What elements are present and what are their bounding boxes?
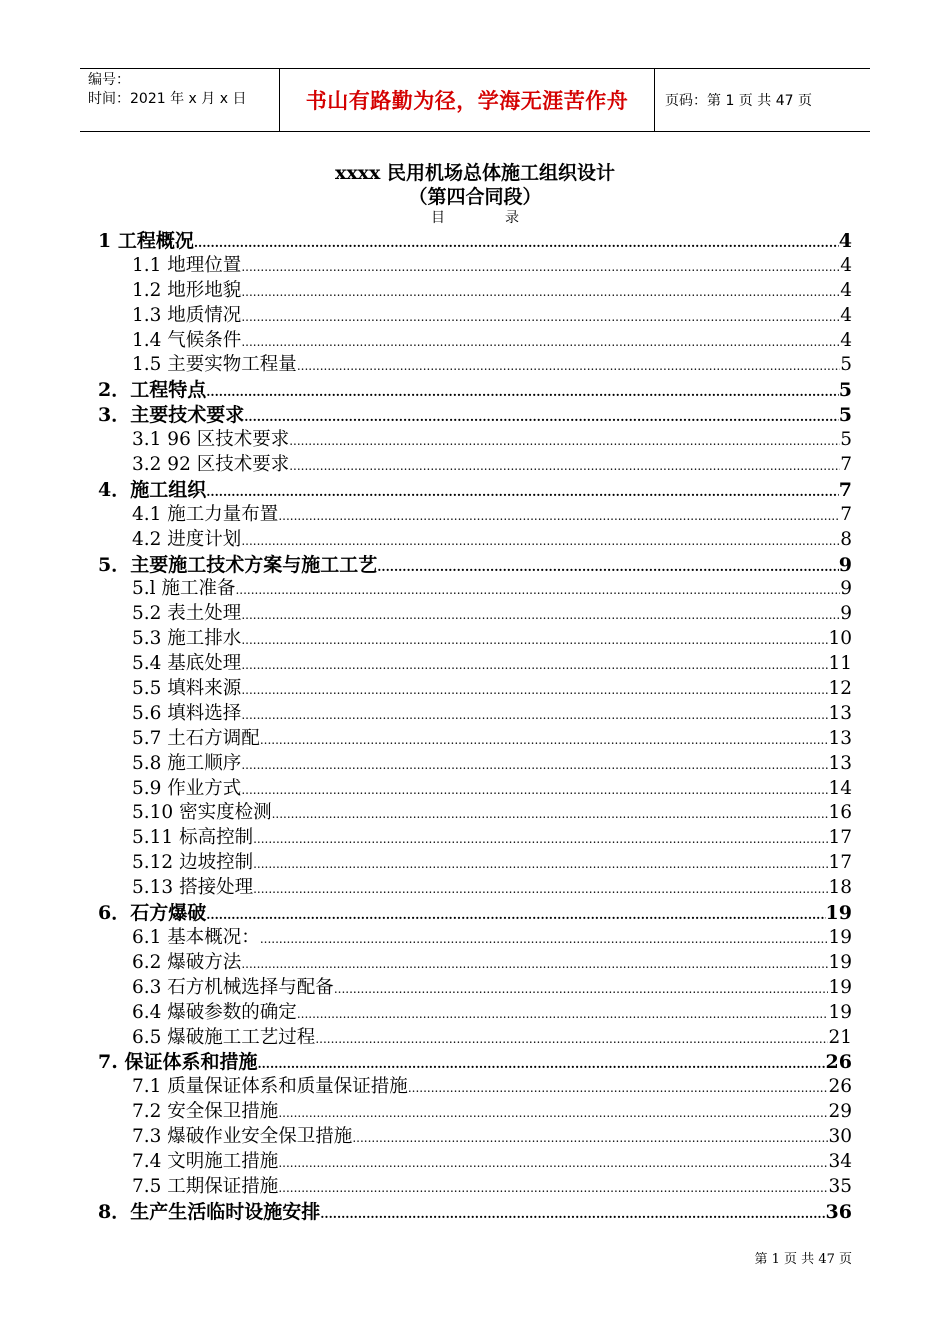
toc-entry-page: 17 [828, 827, 852, 849]
toc-entry-label: 7.4 文明施工措施 [132, 1150, 279, 1172]
toc-entry-label: 1.1 地理位置 [132, 254, 242, 276]
toc-entry-page: 19 [828, 951, 852, 973]
toc-entry-page: 4 [840, 254, 852, 276]
toc-entry[interactable] [98, 553, 852, 578]
toc-entry-page: 13 [828, 727, 852, 749]
toc-entry[interactable] [98, 378, 852, 403]
toc-entry[interactable] [98, 503, 852, 528]
toc-entry-page: 21 [828, 1026, 852, 1048]
toc-leader-dots [241, 330, 840, 354]
toc-leader-dots [241, 529, 840, 553]
document-title: xxxx 民用机场总体施工组织设计 [335, 162, 615, 184]
toc-leader-dots [241, 280, 840, 304]
toc-entry-label: 5.11 标高控制 [132, 827, 254, 849]
toc-entry-label: 5.13 搭接处理 [132, 877, 254, 899]
toc-entry[interactable] [98, 826, 852, 851]
toc-leader-dots [260, 927, 829, 951]
toc-leader-dots [235, 578, 840, 602]
toc-entry-label: 5.6 填料选择 [132, 702, 242, 724]
toc-entry-label: 4.2 进度计划 [132, 528, 242, 550]
toc-entry-page: 19 [828, 926, 852, 948]
toc-entry-label: 4.1 施工力量布置 [132, 503, 279, 525]
toc-leader-dots [297, 1002, 829, 1026]
toc-entry-page: 30 [828, 1126, 852, 1148]
toc-entry-label: 6.4 爆破参数的确定 [132, 1001, 297, 1023]
toc-leader-dots [241, 603, 840, 627]
toc-entry-label: 5.4 基底处理 [132, 653, 242, 675]
toc-entry-page: 7 [840, 503, 852, 525]
toc-leader-dots [352, 1126, 828, 1150]
toc-entry-page: 4 [840, 329, 852, 351]
toc-entry[interactable] [98, 777, 852, 802]
toc-leader-dots [377, 555, 839, 578]
toc-entry-label: 5.7 土石方调配 [132, 727, 260, 749]
toc-entry-page: 8 [840, 528, 852, 550]
toc-entry-label: 5.12 边坡控制 [132, 852, 254, 874]
toc-entry-page: 26 [828, 1076, 852, 1098]
toc-entry-page: 4 [838, 230, 852, 252]
toc-entry-page: 13 [828, 752, 852, 774]
toc-entry-label: 6.1 基本概况： [132, 926, 260, 948]
toc-entry[interactable] [98, 976, 852, 1001]
toc-leader-dots [241, 305, 840, 329]
toc-heading: 目录 [431, 210, 579, 226]
toc-entry-page: 5 [838, 379, 852, 402]
toc-entry[interactable] [98, 627, 852, 652]
toc-entry-label: 1.2 地形地貌 [132, 279, 242, 301]
toc-leader-dots [244, 405, 839, 428]
toc-entry[interactable] [98, 1026, 852, 1051]
header-motto: 书山有路勤为径，学海无涯苦作舟 [280, 69, 655, 131]
toc-entry-label: 5.5 填料来源 [132, 678, 242, 700]
toc-entry[interactable] [98, 1050, 852, 1075]
toc-leader-dots [241, 628, 828, 652]
toc-entry-label: 3.2 92 区技术要求 [132, 454, 290, 476]
toc-entry-label: 5.l 施工准备 [132, 578, 236, 600]
toc-entry-label: 1.3 地质情况 [132, 304, 242, 326]
toc-leader-dots [241, 653, 828, 677]
toc-entry-label: 8．生产生活临时设施安排 [98, 1200, 321, 1223]
toc-entry[interactable] [98, 403, 852, 428]
toc-entry[interactable] [98, 1150, 852, 1175]
toc-leader-dots [206, 903, 825, 926]
toc-entry-label: 4．施工组织 [98, 478, 207, 501]
toc-entry-page: 13 [828, 702, 852, 724]
toc-entry[interactable] [98, 279, 852, 304]
toc-entry-label: 6.2 爆破方法 [132, 951, 242, 973]
header-page-info: 页码：第 1 页 共 47 页 [665, 93, 812, 109]
toc-entry-page: 14 [828, 777, 852, 799]
table-of-contents [98, 229, 852, 1225]
toc-entry[interactable] [98, 1001, 852, 1026]
document-subtitle: （第四合同段） [408, 186, 542, 208]
toc-leader-dots [206, 380, 839, 403]
toc-entry-page: 26 [825, 1051, 852, 1074]
toc-leader-dots [320, 1202, 825, 1225]
toc-entry-page: 5 [840, 354, 852, 376]
page-footer: 第 1 页 共 47 页 [754, 1252, 852, 1267]
toc-entry-label: 7.1 质量保证体系和质量保证措施 [132, 1076, 408, 1098]
toc-entry-page: 18 [828, 877, 852, 899]
toc-entry-page: 9 [840, 603, 852, 625]
toc-leader-dots [241, 778, 828, 802]
header-time: 时间：2021 年 x 月 x 日 [88, 91, 247, 107]
toc-entry-page: 5 [840, 429, 852, 451]
toc-entry-label: 1 工程概况 [98, 230, 194, 252]
toc-entry[interactable] [98, 353, 852, 378]
toc-entry[interactable] [98, 702, 852, 727]
toc-entry-page: 9 [840, 578, 852, 600]
toc-entry[interactable] [98, 727, 852, 752]
toc-entry-page: 34 [828, 1150, 852, 1172]
toc-entry-label: 7.5 工期保证措施 [132, 1175, 279, 1197]
toc-entry[interactable] [98, 1100, 852, 1125]
toc-entry[interactable] [98, 851, 852, 876]
toc-entry[interactable] [98, 901, 852, 926]
toc-entry-page: 36 [825, 1200, 852, 1223]
toc-entry[interactable] [98, 428, 852, 453]
toc-entry[interactable] [98, 951, 852, 976]
toc-entry-page: 7 [840, 454, 852, 476]
toc-entry[interactable] [98, 876, 852, 901]
toc-leader-dots [278, 1151, 828, 1175]
toc-entry[interactable] [98, 652, 852, 677]
toc-entry-page: 12 [828, 678, 852, 700]
toc-entry-page: 10 [828, 628, 852, 650]
toc-entry-page: 4 [840, 304, 852, 326]
toc-entry[interactable] [98, 528, 852, 553]
toc-entry-label: 5.3 施工排水 [132, 628, 242, 650]
toc-leader-dots [408, 1076, 829, 1100]
toc-leader-dots [278, 1176, 828, 1200]
toc-entry-label: 6.3 石方机械选择与配备 [132, 976, 334, 998]
page-header [80, 68, 870, 132]
toc-entry[interactable] [98, 677, 852, 702]
toc-entry-label: 2．工程特点 [98, 379, 207, 402]
header-meta [80, 69, 280, 131]
toc-leader-dots [194, 231, 839, 254]
toc-entry[interactable] [98, 329, 852, 354]
toc-entry-label: 3．主要技术要求 [98, 404, 245, 427]
toc-entry[interactable] [98, 752, 852, 777]
toc-entry[interactable] [98, 602, 852, 627]
toc-entry-label: 7.2 安全保卫措施 [132, 1101, 279, 1123]
toc-leader-dots [241, 678, 828, 702]
toc-entry-page: 19 [825, 902, 852, 925]
toc-entry-page: 19 [828, 976, 852, 998]
toc-entry-label: 6.5 爆破施工工艺过程 [132, 1026, 316, 1048]
toc-entry[interactable] [98, 304, 852, 329]
toc-entry-page: 35 [828, 1175, 852, 1197]
toc-leader-dots [334, 977, 829, 1001]
toc-leader-dots [278, 504, 840, 528]
toc-entry[interactable] [98, 1075, 852, 1100]
toc-leader-dots [315, 1027, 828, 1051]
toc-entry[interactable] [98, 577, 852, 602]
toc-entry-page: 29 [828, 1101, 852, 1123]
toc-entry-page: 16 [828, 802, 852, 824]
toc-entry-label: 5.9 作业方式 [132, 777, 242, 799]
toc-leader-dots [241, 255, 840, 279]
toc-entry-label: 7. 保证体系和措施 [98, 1051, 258, 1074]
toc-entry[interactable] [98, 926, 852, 951]
toc-entry[interactable] [98, 1175, 852, 1200]
toc-entry-page: 17 [828, 852, 852, 874]
toc-entry-label: 5.10 密实度检测 [132, 802, 272, 824]
toc-entry-label: 7.3 爆破作业安全保卫措施 [132, 1126, 353, 1148]
toc-leader-dots [253, 877, 828, 901]
toc-leader-dots [278, 1101, 828, 1125]
toc-entry-page: 9 [838, 553, 852, 576]
toc-entry-label: 3.1 96 区技术要求 [132, 429, 290, 451]
toc-leader-dots [289, 454, 840, 478]
toc-entry[interactable] [98, 478, 852, 503]
toc-entry-page: 11 [828, 653, 852, 675]
toc-entry[interactable] [98, 1125, 852, 1150]
toc-entry-label: 1.4 气候条件 [132, 329, 242, 351]
toc-entry-label: 5.2 表土处理 [132, 603, 242, 625]
toc-leader-dots [257, 1052, 825, 1075]
toc-entry-page: 19 [828, 1001, 852, 1023]
toc-leader-dots [241, 703, 828, 727]
toc-leader-dots [272, 802, 829, 826]
toc-entry-label: 5.8 施工顺序 [132, 752, 242, 774]
toc-entry[interactable] [98, 254, 852, 279]
toc-entry-label: 5．主要施工技术方案与施工工艺 [98, 553, 378, 576]
toc-entry-page: 5 [838, 404, 852, 427]
header-number: 编号： [88, 72, 130, 88]
toc-leader-dots [253, 827, 828, 851]
toc-leader-dots [260, 728, 829, 752]
toc-entry[interactable] [98, 1200, 852, 1225]
toc-leader-dots [206, 480, 839, 503]
toc-entry-page: 7 [838, 478, 852, 501]
toc-leader-dots [297, 354, 840, 378]
toc-leader-dots [289, 429, 840, 453]
toc-entry-label: 1.5 主要实物工程量 [132, 354, 297, 376]
toc-entry[interactable] [98, 801, 852, 826]
toc-leader-dots [253, 852, 828, 876]
toc-leader-dots [241, 753, 828, 777]
toc-entry[interactable] [98, 453, 852, 478]
toc-entry-page: 4 [840, 279, 852, 301]
toc-entry-label: 6．石方爆破 [98, 902, 207, 925]
toc-leader-dots [241, 952, 828, 976]
toc-entry[interactable] [98, 229, 852, 254]
